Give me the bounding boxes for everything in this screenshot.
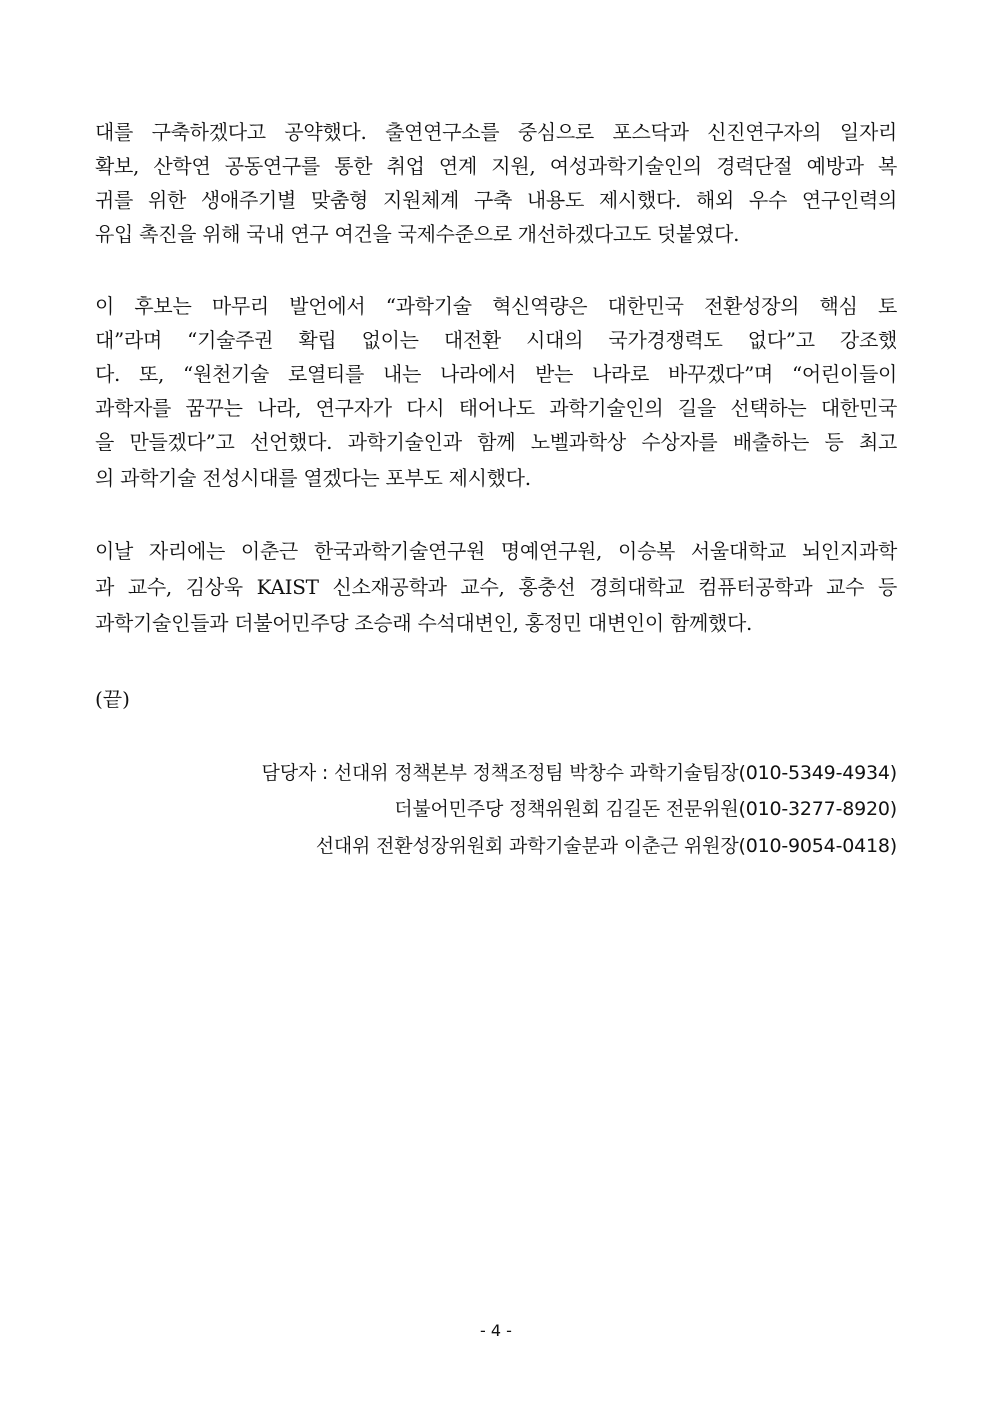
paragraph-line: 이 후보는 마무리 발언에서 “과학기술 혁신역량은 대한민국 전환성장의 핵심 토 bbox=[95, 294, 897, 318]
paragraph-line: 유입 촉진을 위해 국내 연구 여건을 국제수준으로 개선하겠다고도 덧붙였다. bbox=[95, 222, 740, 246]
contact-line: 담당자 : 선대위 정책본부 정책조정팀 박창수 과학기술팀장(010-5349-4934) bbox=[261, 762, 897, 784]
paragraph-line: 귀를 위한 생애주기별 맞춤형 지원체계 구축 내용도 제시했다. 해외 우수 연구인력의 bbox=[95, 188, 897, 212]
paragraph-line: 과학기술인들과 더불어민주당 조승래 수석대변인, 홍정민 대변인이 함께했다. bbox=[95, 611, 753, 635]
paragraph-line: 이날 자리에는 이춘근 한국과학기술연구원 명예연구원, 이승복 서울대학교 뇌인지과학 bbox=[95, 539, 897, 563]
paragraph-line: 다. 또, “원천기술 로열티를 내는 나라에서 받는 나라로 바꾸겠다”며 “어린이들이 bbox=[95, 362, 897, 386]
page-number: - 4 - bbox=[480, 1321, 512, 1340]
paragraph-line: 의 과학기술 전성시대를 열겠다는 포부도 제시했다. bbox=[95, 466, 531, 490]
paragraph-line: 과학자를 꿈꾸는 나라, 연구자가 다시 태어나도 과학기술인의 길을 선택하는 대한민국 bbox=[95, 396, 897, 420]
paragraph-line: 확보, 산학연 공동연구를 통한 취업 연계 지원, 여성과학기술인의 경력단절 예방과 복 bbox=[95, 154, 897, 178]
paragraph-line: 을 만들겠다”고 선언했다. 과학기술인과 함께 노벨과학상 수상자를 배출하는 등 최고 bbox=[95, 430, 897, 454]
paragraph-line: 과 교수, 김상욱 KAIST 신소재공학과 교수, 홍충선 경희대학교 컴퓨터공학과 교수 등 bbox=[95, 575, 897, 599]
contact-line: 더불어민주당 정책위원회 김길돈 전문위원(010-3277-8920) bbox=[394, 798, 897, 820]
end-mark: (끝) bbox=[95, 687, 130, 711]
paragraph-line: 대를 구축하겠다고 공약했다. 출연연구소를 중심으로 포스닥과 신진연구자의 일자리 bbox=[95, 120, 897, 144]
paragraph-line: 대”라며 “기술주권 확립 없이는 대전환 시대의 국가경쟁력도 없다”고 강조했 bbox=[95, 328, 897, 352]
contact-line: 선대위 전환성장위원회 과학기술분과 이춘근 위원장(010-9054-0418) bbox=[315, 835, 897, 857]
